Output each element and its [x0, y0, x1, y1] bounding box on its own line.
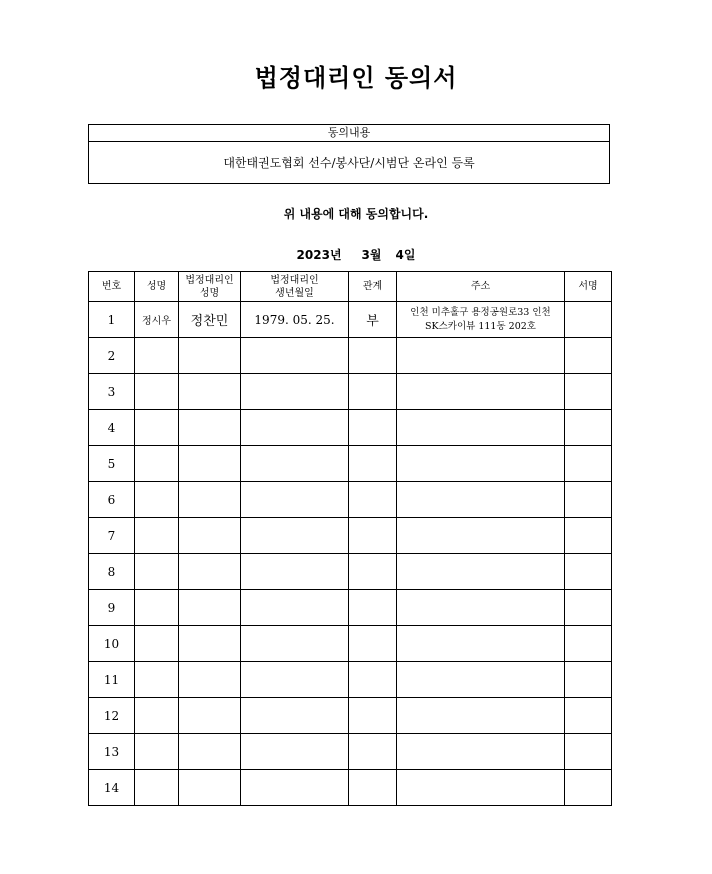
relation — [349, 446, 397, 482]
guardian-name — [179, 374, 241, 410]
table-row — [89, 770, 612, 806]
row-number — [89, 302, 135, 338]
header-guardian-birth — [241, 272, 349, 302]
date-year: 2023년 — [296, 248, 342, 262]
signature-cell — [565, 626, 612, 662]
table-row — [89, 482, 612, 518]
address — [397, 446, 565, 482]
table-row — [89, 626, 612, 662]
row-number-text: 14 — [103, 780, 120, 795]
row-number — [89, 662, 135, 698]
signature-cell — [565, 554, 612, 590]
row-number — [89, 446, 135, 482]
relation — [349, 698, 397, 734]
row-number — [89, 734, 135, 770]
row-number-text: 12 — [103, 708, 120, 723]
participant-name — [135, 734, 179, 770]
table-row — [89, 374, 612, 410]
guardian-roster-table — [88, 271, 612, 806]
header-guardian-name — [179, 272, 241, 302]
guardian-name — [179, 518, 241, 554]
address — [397, 662, 565, 698]
address — [397, 302, 565, 338]
row-number — [89, 554, 135, 590]
guardian-birthdate — [241, 734, 349, 770]
participant-name-text: 정시우 — [142, 316, 171, 327]
table-row — [89, 338, 612, 374]
row-number-text: 7 — [107, 528, 116, 543]
row-number-text: 6 — [107, 492, 116, 507]
address — [397, 374, 565, 410]
relation — [349, 482, 397, 518]
guardian-name — [179, 770, 241, 806]
guardian-name — [179, 662, 241, 698]
date-line — [0, 246, 712, 263]
relation — [349, 338, 397, 374]
guardian-birthdate — [241, 374, 349, 410]
guardian-birthdate — [241, 518, 349, 554]
signature-cell — [565, 410, 612, 446]
guardian-birthdate — [241, 446, 349, 482]
signature-cell — [565, 446, 612, 482]
relation — [349, 662, 397, 698]
address — [397, 482, 565, 518]
address — [397, 626, 565, 662]
signature-cell — [565, 374, 612, 410]
row-number — [89, 626, 135, 662]
signature-cell — [565, 770, 612, 806]
table-row — [89, 662, 612, 698]
participant-name — [135, 662, 179, 698]
relation — [349, 590, 397, 626]
table-row — [89, 302, 612, 338]
guardian-name — [179, 302, 241, 338]
participant-name — [135, 770, 179, 806]
signature-cell — [565, 698, 612, 734]
guardian-birthdate — [241, 554, 349, 590]
row-number — [89, 482, 135, 518]
guardian-name — [179, 338, 241, 374]
participant-name — [135, 518, 179, 554]
address — [397, 410, 565, 446]
relation — [349, 626, 397, 662]
row-number — [89, 698, 135, 734]
participant-name — [135, 410, 179, 446]
relation — [349, 374, 397, 410]
address — [397, 338, 565, 374]
participant-name — [135, 482, 179, 518]
relation — [349, 518, 397, 554]
table-header-row — [89, 272, 612, 302]
guardian-name — [179, 590, 241, 626]
header-signature: 서명 — [565, 272, 612, 302]
relation — [349, 770, 397, 806]
address — [397, 554, 565, 590]
participant-name — [135, 338, 179, 374]
row-number-text: 2 — [107, 348, 116, 363]
guardian-name — [179, 410, 241, 446]
table-body — [89, 302, 612, 806]
guardian-birthdate — [241, 662, 349, 698]
header-guardian-birth-line2: 생년월일 — [275, 287, 314, 299]
participant-name — [135, 302, 179, 338]
signature-cell — [565, 734, 612, 770]
table-row — [89, 554, 612, 590]
relation — [349, 410, 397, 446]
row-number — [89, 590, 135, 626]
address — [397, 734, 565, 770]
signature-cell — [565, 590, 612, 626]
guardian-birthdate-text: 1979. 05. 25. — [254, 312, 335, 327]
header-guardian-birth-line1: 법정대리인 — [270, 274, 319, 286]
participant-name — [135, 698, 179, 734]
agreement-statement: 위 내용에 대해 동의합니다. — [283, 207, 429, 221]
participant-name — [135, 374, 179, 410]
guardian-birthdate — [241, 410, 349, 446]
row-number-text: 5 — [107, 456, 116, 471]
participant-name — [135, 590, 179, 626]
page-title: 법정대리인 동의서 — [254, 64, 458, 92]
consent-header: 동의내용 — [89, 125, 609, 142]
signature-cell — [565, 662, 612, 698]
row-number — [89, 518, 135, 554]
guardian-name — [179, 698, 241, 734]
header-guardian-name-line1: 법정대리인 — [185, 274, 234, 286]
guardian-birthdate — [241, 482, 349, 518]
guardian-name — [179, 626, 241, 662]
header-no: 번호 — [89, 272, 135, 302]
address-line2: SK스카이뷰 111동 202호 — [425, 320, 536, 332]
date-month: 3월 — [361, 248, 382, 262]
participant-name — [135, 626, 179, 662]
row-number-text: 1 — [107, 312, 116, 327]
guardian-birthdate — [241, 770, 349, 806]
guardian-birthdate — [241, 590, 349, 626]
table-row — [89, 410, 612, 446]
guardian-name — [179, 554, 241, 590]
address — [397, 770, 565, 806]
row-number — [89, 770, 135, 806]
row-number-text: 13 — [103, 744, 120, 759]
table-row — [89, 446, 612, 482]
signature-cell — [565, 302, 612, 338]
address — [397, 698, 565, 734]
address-line1: 인천 미추홀구 용정공원로33 인천 — [410, 306, 551, 318]
consent-box — [88, 124, 610, 184]
date-day: 4일 — [395, 248, 416, 262]
guardian-birthdate — [241, 626, 349, 662]
guardian-birthdate — [241, 698, 349, 734]
guardian-birthdate — [241, 338, 349, 374]
guardian-name — [179, 446, 241, 482]
row-number — [89, 410, 135, 446]
row-number — [89, 338, 135, 374]
relation — [349, 734, 397, 770]
participant-name — [135, 554, 179, 590]
row-number-text: 11 — [103, 672, 120, 687]
table-row — [89, 590, 612, 626]
address — [397, 518, 565, 554]
row-number-text: 3 — [107, 384, 116, 399]
consent-content: 대한태권도협회 선수/봉사단/시범단 온라인 등록 — [223, 156, 475, 170]
signature-cell — [565, 338, 612, 374]
table-row — [89, 698, 612, 734]
participant-name — [135, 446, 179, 482]
guardian-name — [179, 734, 241, 770]
guardian-birthdate — [241, 302, 349, 338]
row-number-text: 8 — [107, 564, 116, 579]
header-relation: 관계 — [349, 272, 397, 302]
header-address: 주소 — [397, 272, 565, 302]
row-number — [89, 374, 135, 410]
row-number-text: 4 — [107, 420, 116, 435]
relation — [349, 554, 397, 590]
table-row — [89, 518, 612, 554]
address — [397, 590, 565, 626]
header-name: 성명 — [135, 272, 179, 302]
relation — [349, 302, 397, 338]
signature-cell — [565, 482, 612, 518]
row-number-text: 9 — [107, 600, 116, 615]
relation-text: 부 — [366, 314, 379, 329]
header-guardian-name-line2: 성명 — [199, 287, 220, 299]
row-number-text: 10 — [103, 636, 120, 651]
guardian-name-text: 정찬민 — [190, 314, 229, 329]
signature-cell — [565, 518, 612, 554]
table-row — [89, 734, 612, 770]
guardian-name — [179, 482, 241, 518]
